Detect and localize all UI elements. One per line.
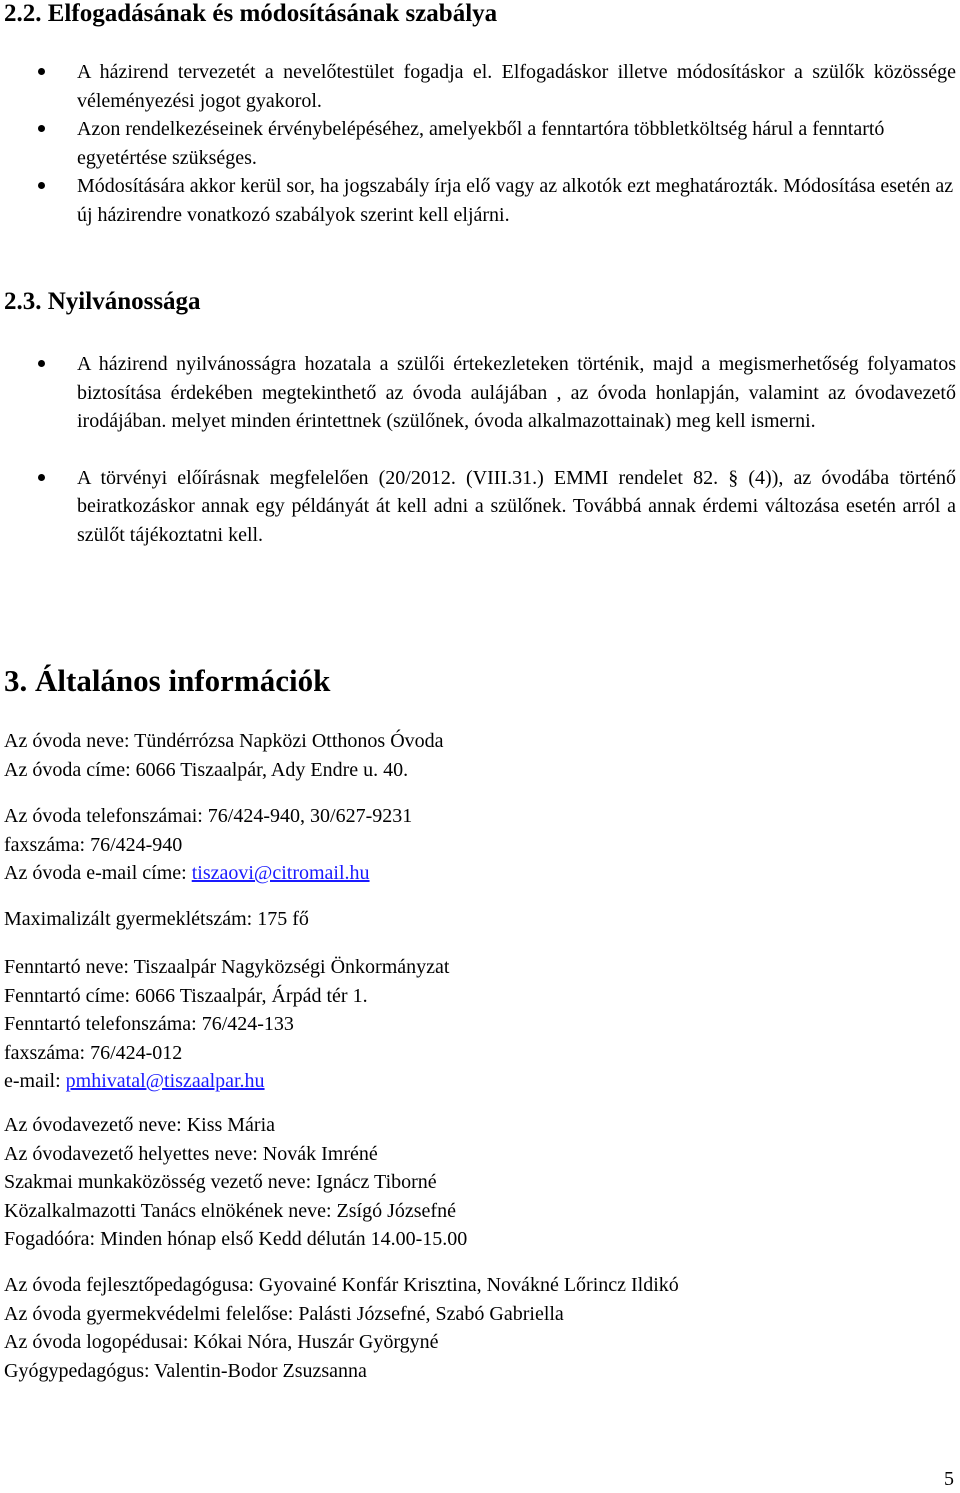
maintainer-email-line — [4, 1067, 934, 1096]
list-item: A házirend nyilvánosságra hozatala a szülői értekezleteken történik, majd a megismerhetőség folyamatos biztosítása érdekében megtekinthető az óvoda aulájában , az óvoda honlapján, valamint az óvodavezető irodájában. melyet minden érintettnek (szülőnek, óvoda alkalmazottainak) meg kell ismerni. — [0, 350, 960, 436]
page-number: 5 — [944, 1468, 954, 1490]
bullet-icon — [38, 474, 45, 481]
maintainer-email-link[interactable]: pmhivatal@tiszaalpar.hu — [65, 1070, 265, 1092]
max-children: Maximalizált gyermeklétszám: 175 fő — [4, 908, 309, 930]
maintainer-phone: Fenntartó telefonszáma: 76/424-133 — [4, 1013, 294, 1035]
staff-info — [4, 1111, 934, 1254]
bullet-icon — [38, 68, 45, 75]
maintainer-address: Fenntartó címe: 6066 Tiszaalpár, Árpád tér 1. — [4, 984, 368, 1007]
maintainer-email-label: e-mail: — [4, 1070, 66, 1092]
section-heading-3: 3. Általános információk — [4, 663, 331, 698]
child-protection: Az óvoda gyermekvédelmi felelőse: Palásti Józsefné, Szabó Gabriella — [4, 1302, 564, 1325]
deputy-name: Az óvodavezető helyettes neve: Novák Imréné — [4, 1142, 378, 1165]
capacity-info — [4, 905, 934, 934]
fax-number: faxszáma: 76/424-940 — [4, 833, 183, 856]
list-item: A házirend tervezetét a nevelőtestület fogadja el. Elfogadáskor illetve módosításkor a szülők közössége véleményezési jogot gyakorol. — [0, 58, 960, 115]
maintainer-info — [4, 953, 934, 1096]
email-label: Az óvoda e-mail címe: — [4, 862, 192, 884]
kindergarten-info — [4, 727, 934, 784]
kindergarten-address: Az óvoda címe: 6066 Tiszaalpár, Ady Endre u. 40. — [4, 758, 409, 781]
workgroup-leader: Szakmai munkaközösség vezető neve: Ignácz Tiborné — [4, 1171, 437, 1193]
bullet-icon — [38, 182, 45, 189]
contact-info — [4, 802, 934, 888]
section-heading-2-3: 2.3. Nyilvánossága — [4, 288, 201, 315]
specialists-info — [4, 1271, 934, 1385]
list-item: A törvényi előírásnak megfelelően (20/2012. (VIII.31.) EMMI rendelet 82. § (4)), az óvodába történő beiratkozáskor annak egy példányát át kell adni a szülőnek. Továbbá annak érdemi változása esetén arról a szülőt tájékoztatni kell. — [0, 464, 960, 550]
developer-teachers: Az óvoda fejlesztőpedagógusa: Gyovainé Konfár Krisztina, Novákné Lőrincz Ildikó — [4, 1274, 679, 1296]
list-item: Azon rendelkezéseinek érvénybelépéséhez, amelyekből a fenntartóra többletköltség hárul a fenntartó egyetértése szükséges. — [0, 115, 960, 172]
bullet-icon — [38, 360, 45, 367]
maintainer-name: Fenntartó neve: Tiszaalpár Nagyközségi Önkormányzat — [4, 956, 450, 978]
office-hours: Fogadóóra: Minden hónap első Kedd délután 14.00-15.00 — [4, 1228, 468, 1250]
council-president: Közalkalmazotti Tanács elnökének neve: Zsígó Józsefné — [4, 1199, 456, 1222]
maintainer-fax: faxszáma: 76/424-012 — [4, 1041, 183, 1064]
section-heading-2-2: 2.2. Elfogadásának és módosításának szabálya — [4, 0, 498, 27]
rules-list — [0, 58, 960, 229]
publicity-list — [0, 350, 960, 549]
kindergarten-name: Az óvoda neve: Tündérrózsa Napközi Otthonos Óvoda — [4, 730, 444, 752]
head-name: Az óvodavezető neve: Kiss Mária — [4, 1114, 276, 1136]
phone-numbers: Az óvoda telefonszámai: 76/424-940, 30/627-9231 — [4, 805, 413, 827]
bullet-icon — [38, 125, 45, 132]
email-line — [4, 859, 934, 888]
speech-therapists: Az óvoda logopédusai: Kókai Nóra, Huszár Györgyné — [4, 1331, 439, 1353]
special-educator: Gyógypedagógus: Valentin-Bodor Zsuzsanna — [4, 1359, 367, 1382]
email-link[interactable]: tiszaovi@citromail.hu — [191, 862, 370, 884]
list-item: Módosítására akkor kerül sor, ha jogszabály írja elő vagy az alkotók ezt meghatározták. Módosítása esetén az új házirendre vonatkozó szabályok szerint kell eljárni. — [0, 172, 960, 229]
